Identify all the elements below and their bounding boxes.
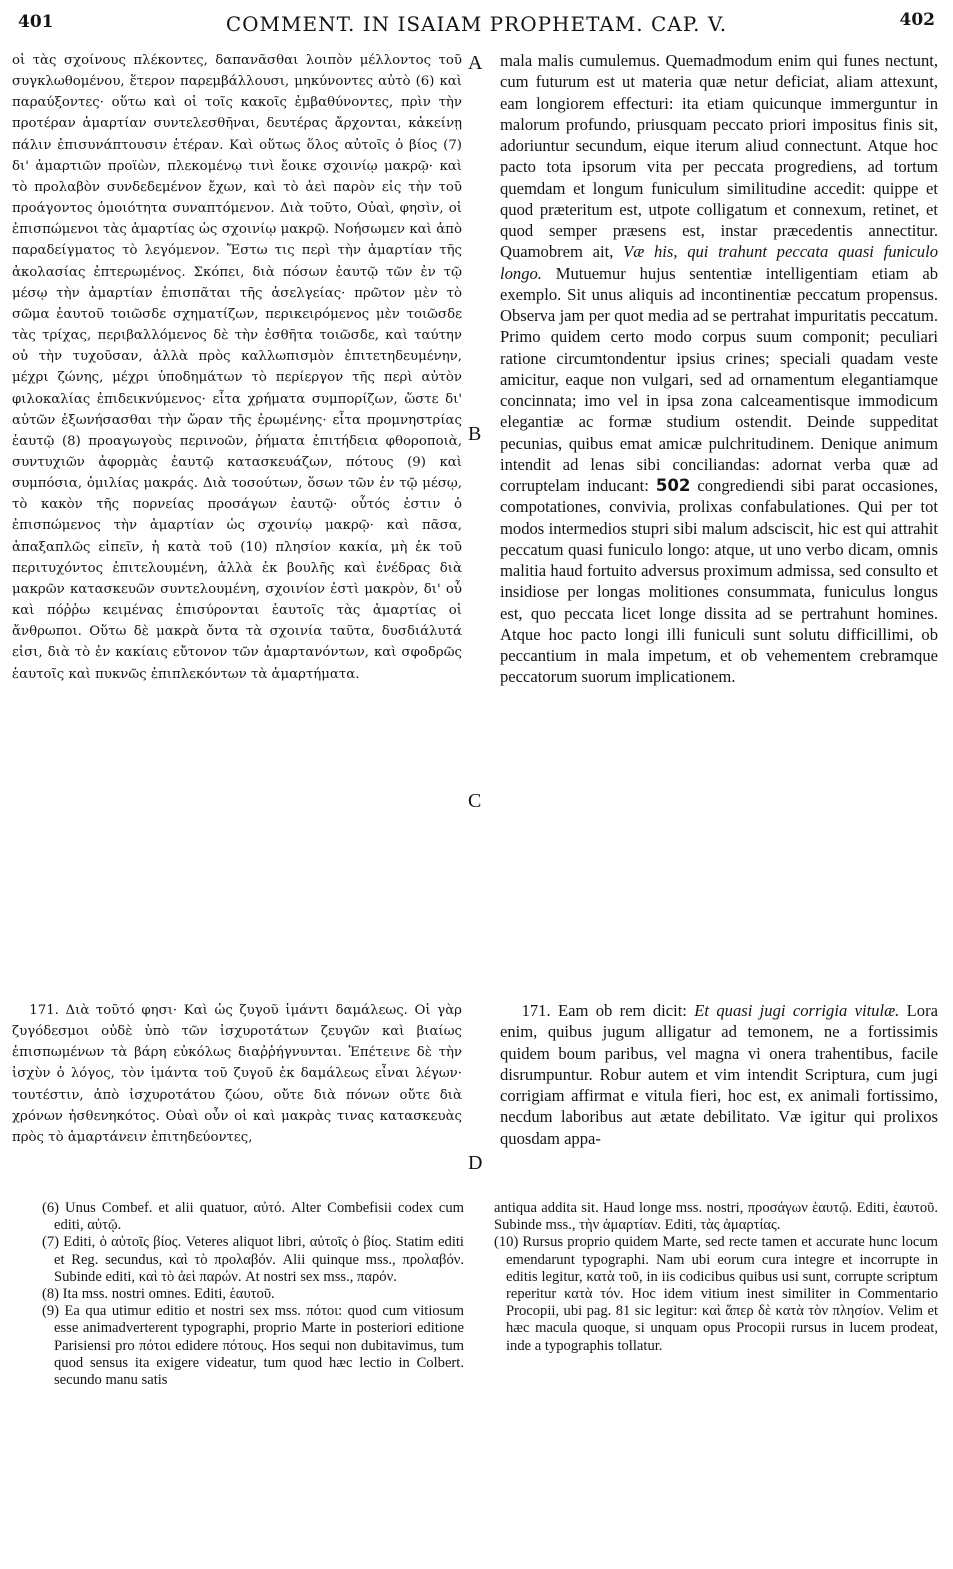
- latin-text-b: Mutuemur hujus sententiæ intelligentiam etiam ab exemplo. Sit unus aliquis ad incontinentiæ peccatum propensus. Observa jam per quot media ad se pertrahat impuritatis peccatum. Primo quidem certo modo corpus suum componit; peculiari ratione circumtondentur ipsius crines; speciali quadam veste amicitur, eaque non vulgari, sed ad ornamentum elegantiamque concinnata; imo vel in ipsa zona calceamentisque immodicum elegantiæ ac formæ studium ostendit. Deinde suppeditat pecunias, quibus emat amicæ pulchritudinem. Denique animum intendit ad lenas sibi conciliandas: adornat verba quæ ad corruptelam inducant:: [500, 263, 938, 495]
- latin-text-c: congrediendi sibi parat occasiones, compotationes, convivia, prolixas confabulationes. Qui per tot modos intermedios stupri sibi malum adsciscit, hic est qui attrahit peccatum quasi funiculo longo: atque, ut uno verbo dicam, omnis malitia haud fortuito adversus proximum admissa, sed consulto et insidiose per longas molitiones consummata, funiculus longus est, quo peccata licet longe dissita ad se pertrahunt homines. Atque hoc pacto longi illi funiculi sunt solutu difficillimi, ob peccantium in mala impetum, et ob vehementem crebramque peccatorum suorum implicationem.: [500, 476, 938, 687]
- footnote-9-continued: antiqua addita sit. Haud longe mss. nostri, προσάγων ἑαυτῷ. Editi, ἑαυτοῦ. Subinde mss., τὴν ἁμαρτίαν. Editi, τὰς ἁμαρτίας.: [494, 1200, 938, 1234]
- footnotes-right: [494, 1200, 938, 1480]
- footnote-7: (7) Editi, ὁ αὐτοῖς βίος. Veteres aliquot libri, αὐτοῖς ὁ βίος. Statim editi et Reg. secundus, καὶ τὸ προλαβόν. Alii quinque mss., προλαβόν. Subinde editi, καὶ τὸ ἀεὶ παρών. At nostri sex mss., παρόν.: [42, 1234, 464, 1285]
- footnote-10: (10) Rursus proprio quidem Marte, sed recte tamen et accurate hunc locum emendarunt typographi. Nam ubi eorum cura integre et incorrupte in editis legitur, κατὰ τοῦ, in iis codicibus quibus usi sunt, corrupte scriptum reperitur κατὰ τόν. Hoc idem vitium inest similiter in Commentario Procopii, ubi pag. 81 sic legitur: καὶ ἅπερ δὲ κατὰ τὸν πλησίον. Velim et hæc macula quoque, si unquam opus Procopii rursus in lucem prodeat, inde a typographis tollatur.: [494, 1234, 938, 1354]
- running-title: COMMENT. IN ISAIAM PROPHETAM. CAP. V.: [225, 12, 728, 36]
- latin-text-a: mala malis cumulemus. Quemadmodum enim qui funes nectunt, cum futurum est ut materia quæ netur deficiat, aliam attexunt, eam longiorem effecturi: ita etiam quicunque immerguntur in malorum profundo, priusquam peccato priori impositus finis sit, adoriuntur secundum, eique iterum aliud connectunt. Atque hoc pacto tota ipsorum vita per peccata progrediens, ad tortum quemdam et longum funiculum similitudine accedit: quippe et quod præteritum est, utpote colligatum et connexum, retinet, et quod semper præsens est, instar præcedentis annectitur. Quamobrem ait,: [500, 51, 938, 262]
- latin-paragraph: [500, 50, 938, 688]
- latin-171-text-b: Lora enim, quibus jugum alligatur ad temonem, ne a fortissimis quidem boum paribus, vel magna vi onera trahentibus, facile disrumpuntur. Robur autem et vim intendit Scriptura, cum jugi corrigiam affirmat e vitula fieri, hoc est, ex animali fortissimo, necdum laboribus aut ætate debilitato. Væ igitur qui prolixos quosdam appa-: [500, 1001, 938, 1148]
- scripture-quote-171: Et quasi jugi corrigia vitulæ.: [694, 1001, 900, 1020]
- greek-paragraph: οἱ τὰς σχοίνους πλέκοντες, δαπανᾶσθαι λοιπὸν μέλλοντος τοῦ συγκλωθομένου, ἕτερον παρεμβάλλουσι, μηκύνοντες αὐτὸ (6) καὶ παραύξοντες· οὕτω καὶ οἱ τοῖς κακοῖς ἐμβαθύνοντες, πρὶν τὴν προτέραν ἁμαρτίαν συντελεσθῆναι, δευτέρας ἄρχονται, κἀκείνῃ πάλιν ἐπισυνάπτουσιν ἑτέραν. Καὶ οὕτως ὅλος αὐτοῖς ὁ βίος (7) δι' ἁμαρτιῶν προϊὼν, πλεκομένῳ τινὶ ἔοικε σχοινίῳ μακρῷ· καὶ τὸ προλαβὸν συνδεδεμένον ἔχων, καὶ τὸ ἀεὶ παρὸν εἰς τὴν τοῦ προάγοντος ὁμοιότητα συναπτόμενον. Διὰ τοῦτο, Οὐαὶ, φησὶν, οἱ ἐπισπώμενοι τὰς ἁμαρτίας ὡς σχοινίῳ μακρῷ. Νοήσωμεν καὶ ἀπὸ παραδείγματος τὸ λεγόμενον. Ἔστω τις περὶ τὴν ἁμαρτίαν τῆς ἀκολασίας ἐπτερωμένος. Σκόπει, διὰ πόσων ἑαυτῷ τῶν ἐν τῷ μέσῳ τὴν ἁμαρτίαν ἐπισπᾶται τῆς ἀσελγείας· πρῶτον μὲν τὸ σῶμα ἑαυτοῦ τοιῶσδε σχηματίζων, περικειρόμενος μὲν τοιῶσδε τὰς τρίχας, περιβαλλόμενος δὲ τὴν ἐσθῆτα τοιῶσδε, καὶ ταύτην οὐ τὴν τυχοῦσαν, ἀλλὰ πρὸς καλλωπισμὸν ἐπιτετηδευμένην, μέχρι ζώνης, μέχρι ὑποδημάτων τὸ περίεργον τῆς περὶ αὐτὸν φιλοκαλίας ἐπιδεικνύμενος· εἶτα χρήματα συμπορίζων, ὥστε δι' αὐτῶν ἐξωνήσασθαι τὴν ὥραν τῆς ἐρωμένης· εἶτα προμνηστρίας ἑαυτῷ (8) προαγωγοὺς περινοῶν, ῥήματα ἐπιτήδεια φθοροποιὰ, συντυχιῶν ἀφορμὰς ἑαυτῷ κατασκευάζων, πότους (9) καὶ συμπόσια, ὁμιλίας μακράς. Διὰ τοσούτων, ὅσων τῶν ἐν τῷ μέσῳ, τὸ κακὸν τῆς πορνείας προσάγων ἑαυτῷ· οὗτός ἐστιν ὁ ἐπισπώμενος τὴν ἁμαρτίαν ὡς σχοινίῳ μακρῷ· καὶ πᾶσα, ἁπαξαπλῶς εἰπεῖν, ἡ κατὰ τοῦ (10) πλησίον κακία, μὴ ἐκ τοῦ περιτυχόντος ἐπιτελουμένη, ἀλλὰ ἐκ βουλῆς καὶ ἐνέδρας διὰ μακρῶν κατασκευῶν συντελουμένη, σχοινίον ἐστὶ μακρὸν, δι' οὗ καὶ πόῤῥω κειμένας ἐπισύρονται ἑαυτοῖς τὰς ἁμαρτίας οἱ ἄνθρωποι. Οὕτω δὲ μακρὰ ὄντα τὰ σχοινία ταῦτα, δυσδιάλυτά εἰσι, διὰ τὸ ἐν κακίαις εὔτονον τῶν ἁμαρτανόντων, καὶ σφοδρῶς ἑαυτοῖς καὶ πυκνῶς ἐπιπλεκόντων τὰ ἁμαρτήματα.: [12, 53, 462, 682]
- margin-marker-b: B: [468, 423, 482, 445]
- latin-171-text-a: 171. Eam ob rem dicit:: [521, 1001, 687, 1020]
- footnote-9: (9) Ea qua utimur editio et nostri sex mss. πότοι: quod cum vitiosum esse animadverterent typographi, proprio Marte in posteriori editione Parisiensi pro πότοι edidere πότους. Hos sequi non dubitavimus, tum quod sensus ita exigere videatur, tum quod hæc lectio in Colbert. secundo manu satis: [42, 1303, 464, 1389]
- margin-marker-c: C: [468, 790, 482, 812]
- running-header: [18, 8, 935, 42]
- greek-paragraph-171: 171. Διὰ τοῦτό φησι· Καὶ ὡς ζυγοῦ ἱμάντι δαμάλεως. Οἱ γὰρ ζυγόδεσμοι οὐδὲ ὑπὸ τῶν ἰσχυροτάτων ζευγῶν καὶ βιαίως ἐπισπωμένων τὰ βάρη εὐκόλως διαῤῥήγνυνται. Ἐπέτεινε δὲ τὴν ἰσχὺν ὁ λόγος, τὸν ἱμάντα τοῦ ζυγοῦ ἐκ δαμάλεως εἶναι λέγων· τουτέστιν, ἀπὸ ἰσχυροτάτου ζώου, οὔτε διὰ πόνων οὔτε διὰ χρόνων ἠσθενηκότος. Οὐαὶ οὖν οἱ καὶ μακρὰς τινας κατασκευὰς πρὸς τὸ ἁμαρτάνειν ἐπιτηδεύοντες,: [12, 1003, 462, 1145]
- footnote-8: (8) Ita mss. nostri omnes. Editi, ἑαυτοῦ.: [42, 1286, 275, 1303]
- latin-column-upper: [500, 50, 938, 985]
- page-number-right: 402: [899, 10, 935, 30]
- margin-marker-a: A: [468, 52, 483, 74]
- footnotes-left: [42, 1200, 464, 1460]
- inline-page-number: 502: [655, 476, 691, 495]
- greek-column-upper: [12, 50, 462, 940]
- page-number-left: 401: [18, 12, 54, 32]
- latin-paragraph-171: [500, 1000, 938, 1149]
- scripture-quote: Væ his, qui trahunt peccata quasi funiculo longo.: [500, 242, 938, 283]
- margin-marker-d: D: [468, 1152, 483, 1174]
- latin-column-lower: [500, 1000, 938, 1185]
- greek-column-lower: [12, 1000, 462, 1180]
- footnote-6: (6) Unus Combef. et alii quatuor, αὐτό. Alter Combefisii codex cum editi, αὐτῷ.: [42, 1200, 464, 1234]
